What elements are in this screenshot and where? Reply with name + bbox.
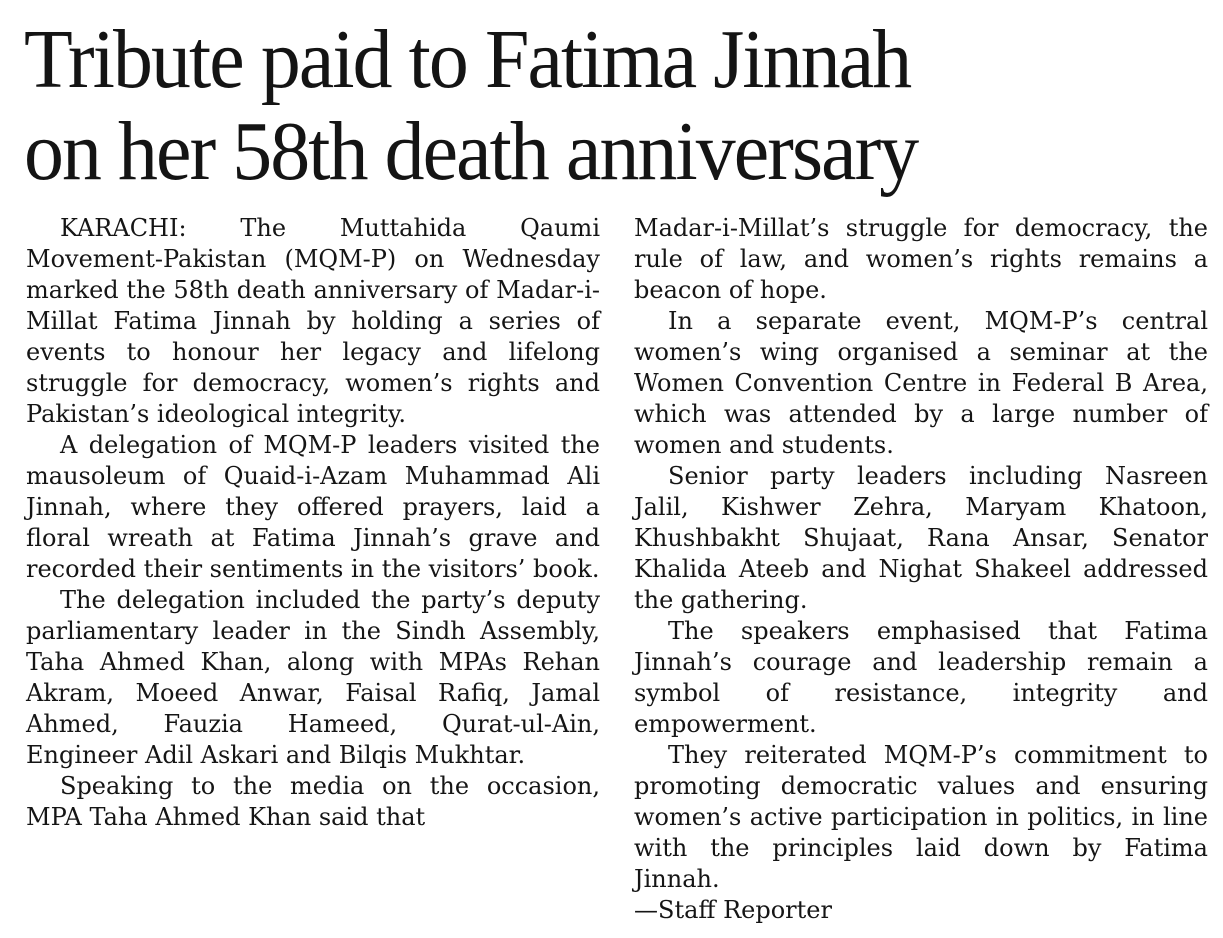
paragraph-delegation-visit: A delegation of MQM-P leaders visited the mausoleum of Quaid-i-Azam Muhammad Ali Jinnah, where they offered prayers, laid a floral wreath at Fatima Jinnah’s grave and recorded their sentiments in the visitors’ book. — [26, 431, 600, 583]
paragraph-speakers-list: Senior party leaders including Nasreen Jalil, Kishwer Zehra, Maryam Khatoon, Khushbakht Shujaat, Rana Ansar, Senator Khalida Ateeb and Nighat Shakeel addressed the gathering. — [634, 462, 1208, 614]
paragraph-intro: KARACHI: The Muttahida Qaumi Movement-Pakistan (MQM-P) on Wednesday marked the 58th death anniversary of Madar-i-Millat Fatima Jinnah by holding a series of events to honour her legacy and lifelong struggle for democracy, women’s rights and Pakistan’s ideological integrity. — [26, 214, 600, 428]
paragraph-commitment: They reiterated MQM-P’s commitment to promoting democratic values and ensuring women’s active participation in politics, in line with the principles laid down by Fatima Jinnah. — [634, 741, 1208, 893]
paragraph-media-statement: Speaking to the media on the occasion, MPA Taha Ahmed Khan said that — [26, 772, 600, 831]
paragraph-media-statement-continued: Madar-i-Millat’s struggle for democracy, the rule of law, and women’s rights remains a beacon of hope. — [634, 214, 1208, 304]
headline — [24, 14, 1145, 198]
paragraph-seminar: In a separate event, MQM-P’s central women’s wing organised a seminar at the Women Convention Centre in Federal B Area, which was attended by a large number of women and students. — [634, 307, 1208, 459]
paragraph-speakers-emphasis: The speakers emphasised that Fatima Jinnah’s courage and leadership remain a symbol of resistance, integrity and empowerment. — [634, 617, 1208, 738]
byline: —Staff Reporter — [634, 896, 832, 924]
paragraph-delegation-members: The delegation included the party’s deputy parliamentary leader in the Sindh Assembly, Taha Ahmed Khan, along with MPAs Rehan Akram, Moeed Anwar, Faisal Rafiq, Jamal Ahmed, Fauzia Hameed, Qurat-ul-Ain, Engineer Adil Askari and Bilqis Mukhtar. — [26, 586, 600, 769]
headline-line-2: on her 58th death anniversary — [24, 105, 918, 198]
headline-line-1: Tribute paid to Fatima Jinnah — [24, 13, 911, 106]
article-column-right — [634, 213, 1208, 926]
article-column-left — [26, 213, 600, 833]
